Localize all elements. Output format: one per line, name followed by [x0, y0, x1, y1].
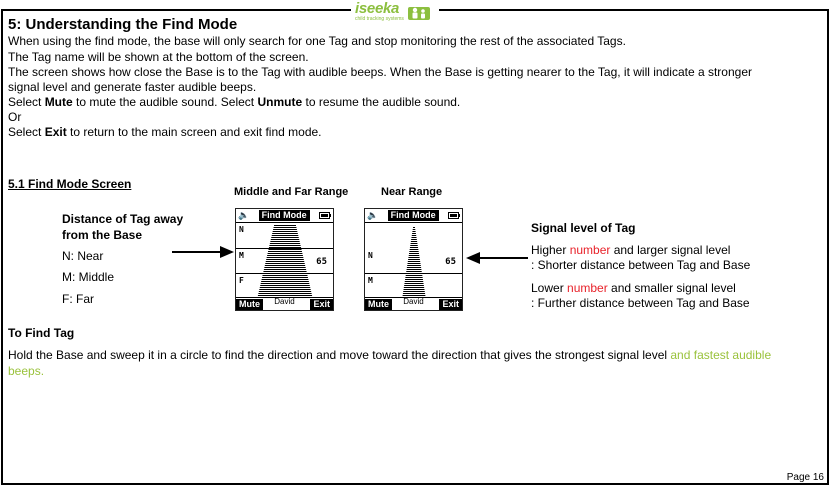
beam-stripe — [403, 295, 426, 296]
beam-stripe — [408, 263, 421, 264]
beam-stripe — [404, 289, 425, 290]
beam-stripe — [262, 277, 308, 278]
exit-keyword: Exit — [44, 125, 67, 139]
beam-stripe — [408, 259, 420, 260]
beam-stripe — [413, 229, 416, 230]
beam-stripe — [271, 239, 299, 240]
level-label: N — [239, 225, 244, 234]
beam-stripe — [259, 291, 311, 292]
beam-stripe — [270, 241, 299, 242]
section-title: 5.1 Find Mode Screen — [8, 177, 132, 191]
beam-stripe — [409, 253, 419, 254]
beam-stripe — [405, 277, 422, 278]
arrow-left-icon — [466, 250, 528, 266]
beam-stripe — [406, 275, 423, 276]
to-find-text-1: Hold the Base and sweep it in a circle to find the direction and move toward the direction that gives the strongest signal level and fastest audible — [8, 348, 772, 362]
intro-line-3: The screen shows how close the Base is to the Tag with audible beeps. When the Base is getting nearer to the Tag, it will indicate a stronger — [8, 65, 752, 79]
beam-stripe — [270, 243, 300, 244]
beam-stripe — [266, 261, 305, 262]
beam-stripe — [403, 293, 425, 294]
beam-stripe — [264, 269, 306, 270]
screen-title: Find Mode — [259, 210, 310, 221]
beam-stripe — [268, 251, 302, 252]
intro-line-5: Select Mute to mute the audible sound. Select Unmute to resume the audible sound. — [8, 95, 461, 109]
beam-stripe — [267, 257, 304, 258]
page-number: Page 16 — [786, 472, 824, 483]
mute-button[interactable]: Mute — [236, 299, 263, 310]
beam-stripe — [265, 265, 305, 266]
to-find-title: To Find Tag — [8, 326, 75, 340]
beam-stripe — [409, 251, 418, 252]
beam-stripe — [265, 263, 304, 264]
signal-lower-desc: : Further distance between Tag and Base — [531, 296, 750, 310]
beam-stripe — [272, 233, 298, 234]
beam-stripe — [405, 281, 424, 282]
screen-title: Find Mode — [388, 210, 439, 221]
distance-middle: M: Middle — [62, 270, 115, 284]
beam-stripe — [404, 285, 424, 286]
beam-stripe — [273, 231, 298, 232]
distance-far: F: Far — [62, 292, 94, 306]
beam-stripe — [406, 271, 421, 272]
beam-stripe — [267, 255, 303, 256]
level-label: F — [239, 276, 244, 285]
beam-stripe — [261, 281, 309, 282]
distance-near: N: Near — [62, 249, 104, 263]
beam-stripe — [410, 245, 418, 246]
beam-stripe — [413, 227, 415, 228]
beam-stripe — [268, 253, 303, 254]
battery-icon — [448, 212, 460, 219]
beam-stripe — [403, 291, 425, 292]
beam-stripe — [407, 269, 422, 270]
beam-stripe — [259, 289, 310, 290]
intro-line-2: The Tag name will be shown at the bottom of the screen. — [8, 50, 309, 64]
level-label: N — [368, 251, 373, 260]
beam-stripe — [411, 239, 417, 240]
beam-stripe — [407, 267, 421, 268]
battery-icon — [319, 212, 331, 219]
higher-number-word: number — [569, 243, 611, 257]
distance-title: Distance of Tag away from the Base — [62, 212, 184, 242]
intro-line-4: signal level and generate faster audible beeps. — [8, 80, 257, 94]
beam-stripe — [266, 259, 304, 260]
beam-stripe — [260, 285, 310, 286]
exit-button[interactable]: Exit — [310, 299, 333, 310]
beam-stripe — [268, 249, 301, 250]
to-find-text-2: beeps. — [8, 364, 45, 378]
beam-stripe — [412, 235, 416, 236]
mute-button[interactable]: Mute — [365, 299, 392, 310]
beam-stripe — [409, 255, 420, 256]
intro-line-7: Select Exit to return to the main screen and exit find mode. — [8, 125, 322, 139]
signal-title: Signal level of Tag — [531, 221, 636, 235]
beam-stripe — [274, 225, 296, 226]
beam-stripe — [264, 267, 305, 268]
beam-stripe — [263, 271, 306, 272]
speaker-icon: 🔈 — [238, 210, 250, 220]
signal-higher-desc: : Shorter distance between Tag and Base — [531, 258, 751, 272]
level-label: M — [368, 276, 373, 285]
signal-value: 65 — [445, 257, 456, 267]
beam-stripe — [261, 283, 310, 284]
beam-stripe — [408, 261, 420, 262]
beam-stripe — [260, 287, 310, 288]
beam-stripe — [271, 237, 299, 238]
page-title: 5: Understanding the Find Mode — [8, 16, 238, 33]
level-label: M — [239, 251, 244, 260]
beam-stripe — [408, 257, 419, 258]
beam-stripe — [412, 231, 415, 232]
beam-stripe — [405, 279, 423, 280]
tag-name: David — [274, 297, 295, 306]
beam-stripe — [263, 275, 308, 276]
intro-line-1: When using the find mode, the base will only search for one Tag and stop monitoring the rest of the associated Tags. — [8, 34, 626, 48]
label-middle-far: Middle and Far Range — [234, 186, 349, 198]
lower-number-word: number — [567, 281, 608, 295]
beam-stripe — [411, 241, 417, 242]
unmute-keyword: Unmute — [257, 95, 303, 109]
brand-logo — [351, 0, 439, 22]
signal-lower: Lower number and smaller signal level — [531, 281, 736, 295]
speaker-icon: 🔈 — [367, 210, 379, 220]
signal-value: 65 — [316, 257, 327, 267]
beam-stripe — [404, 287, 424, 288]
beam-stripe — [412, 233, 416, 234]
beam-stripe — [258, 295, 312, 296]
exit-button[interactable]: Exit — [439, 299, 462, 310]
device-screen-near — [364, 208, 463, 311]
beam-stripe — [410, 249, 419, 250]
beam-stripe — [274, 227, 297, 228]
arrow-right-icon — [172, 244, 234, 260]
tag-name: David — [403, 297, 424, 306]
logo-tagline: child tracking systems — [355, 15, 404, 22]
intro-line-6: Or — [8, 110, 22, 124]
beam-stripe — [272, 235, 299, 236]
beam-stripe — [404, 283, 423, 284]
mute-keyword: Mute — [44, 95, 73, 109]
beam-stripe — [411, 237, 416, 238]
signal-higher: Higher number and larger signal level — [531, 243, 731, 257]
family-icon — [407, 2, 431, 20]
label-near: Near Range — [381, 186, 443, 198]
beam-stripe — [410, 247, 418, 248]
beam-stripe — [269, 245, 300, 246]
beam-stripe — [262, 279, 309, 280]
beam-stripe — [273, 229, 297, 230]
logo-name: iseeka — [355, 0, 400, 17]
beam-stripe — [411, 243, 418, 244]
beam-stripe — [258, 293, 311, 294]
device-screen-far — [235, 208, 334, 311]
beam-stripe — [407, 265, 421, 266]
